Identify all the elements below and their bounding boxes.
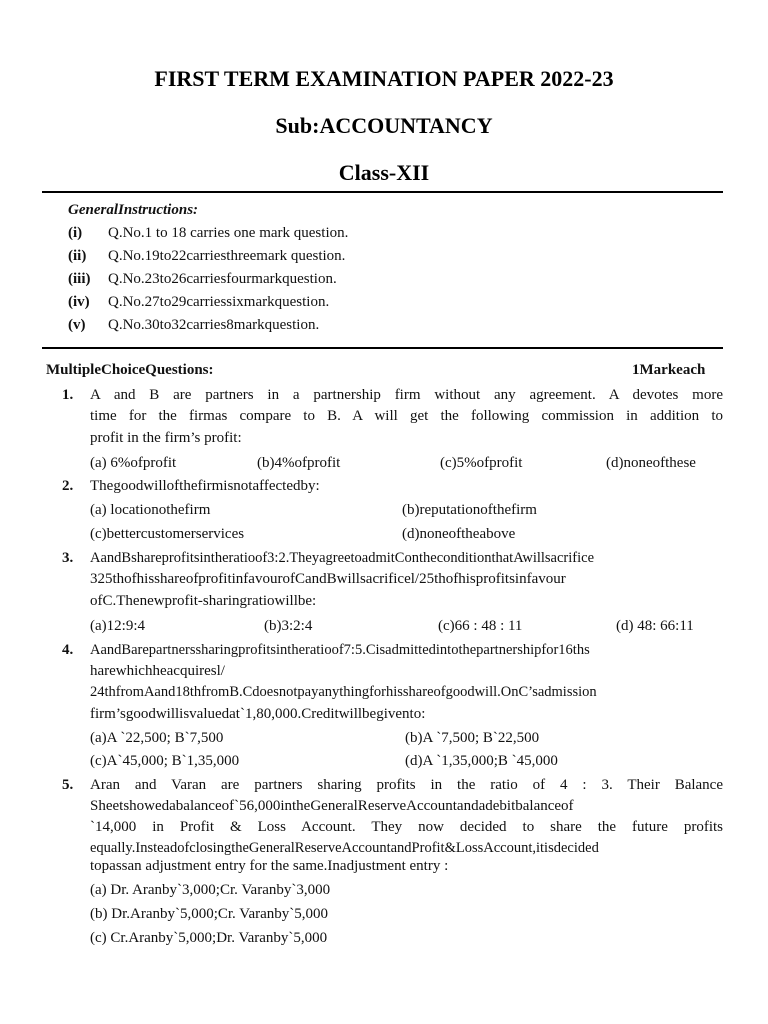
instruction-number: (iii) bbox=[68, 271, 91, 287]
option-a: (a) locationothefirm bbox=[90, 502, 211, 518]
option-b: (b)4%ofprofit bbox=[257, 455, 341, 471]
instruction-number: (ii) bbox=[68, 248, 87, 264]
question-text-line: `14,000 in Profit & Loss Account. They now decided to share the future profits bbox=[90, 819, 723, 835]
option-c: (c)5%ofprofit bbox=[440, 455, 523, 471]
option-d: (d) 48: 66:11 bbox=[616, 618, 694, 634]
question-text-line: Aran and Varan are partners sharing profits in the ratio of 4 : 3. Their Balance bbox=[90, 777, 723, 793]
question-text-line: ofC.Thenewprofit-sharingratiowillbe: bbox=[90, 593, 317, 609]
option-a: (a) 6%ofprofit bbox=[90, 455, 177, 471]
option-d: (d)noneofthese bbox=[606, 455, 696, 471]
instruction-item bbox=[68, 294, 329, 311]
question-number: 3. bbox=[62, 550, 74, 566]
instruction-number: (iv) bbox=[68, 294, 90, 310]
question-text-line: A and B are partners in a partnership firm without any agreement. A devotes more bbox=[90, 387, 723, 403]
question-text-line: equally.InsteadofclosingtheGeneralReserveAccountandProfit&LossAccount,itisdecided bbox=[90, 840, 599, 856]
divider-top bbox=[42, 191, 723, 193]
instruction-item bbox=[68, 225, 348, 242]
instruction-number: (i) bbox=[68, 225, 83, 241]
subject-heading: Sub:ACCOUNTANCY bbox=[275, 113, 493, 138]
question-number: 2. bbox=[62, 478, 74, 494]
option-b: (b)A `7,500; B`22,500 bbox=[405, 730, 540, 746]
question-number: 1. bbox=[62, 387, 74, 403]
exam-title: FIRST TERM EXAMINATION PAPER 2022-23 bbox=[154, 66, 614, 91]
class-heading: Class-XII bbox=[338, 160, 430, 185]
option-d: (d)noneoftheabove bbox=[402, 526, 516, 542]
instruction-text: Q.No.23to26carriesfourmarkquestion. bbox=[108, 271, 337, 287]
option-b: (b) Dr.Aranby`5,000;Cr. Varanby`5,000 bbox=[90, 906, 329, 922]
instruction-text: Q.No.19to22carriesthreemark question. bbox=[108, 248, 346, 264]
question-text-line: time for the firmas compare to B. A will get the following commission in addition to bbox=[90, 408, 723, 424]
question-text-line: 24thfromAand18thfromB.Cdoesnotpayanythingforhisshareofgoodwill.OnC’sadmission bbox=[90, 684, 597, 700]
question-text-line: Thegoodwillofthefirmisnotaffectedby: bbox=[90, 478, 320, 494]
option-a: (a)A `22,500; B`7,500 bbox=[90, 730, 224, 746]
section-heading: MultipleChoiceQuestions: bbox=[46, 362, 214, 378]
option-b: (b)reputationofthefirm bbox=[402, 502, 537, 518]
question-number: 5. bbox=[62, 777, 74, 793]
instruction-item bbox=[68, 248, 345, 265]
question-text-line: Sheetshowedabalanceof`56,000intheGeneralReserveAccountandadebitbalanceof bbox=[90, 798, 574, 814]
question-text-line: topassan adjustment entry for the same.Inadjustment entry : bbox=[90, 858, 449, 874]
option-a: (a)12:9:4 bbox=[90, 618, 145, 634]
instruction-number: (v) bbox=[68, 317, 86, 333]
instruction-text: Q.No.1 to 18 carries one mark question. bbox=[108, 225, 349, 241]
option-d: (d)A `1,35,000;B `45,000 bbox=[405, 753, 558, 769]
question-text-line: firm’sgoodwillisvaluedat`1,80,000.Creditwillbegivento: bbox=[90, 706, 426, 722]
question-text-line: AandBshareprofitsintheratioof3:2.TheyagreetoadmitContheconditionthatAwillsacrifice bbox=[90, 550, 595, 566]
option-c: (c)bettercustomerservices bbox=[90, 526, 245, 542]
option-c: (c)A`45,000; B`1,35,000 bbox=[90, 753, 240, 769]
question-text-line: AandBarepartnerssharingprofitsintheratioof7:5.Cisadmittedintothepartnershipfor16ths bbox=[90, 642, 590, 658]
instruction-text: Q.No.27to29carriessixmarkquestion. bbox=[108, 294, 330, 310]
question-number: 4. bbox=[62, 642, 74, 658]
option-b: (b)3:2:4 bbox=[264, 618, 313, 634]
general-instructions-heading: GeneralInstructions: bbox=[68, 202, 199, 218]
divider-bottom bbox=[42, 347, 723, 349]
question-text-line: harewhichheacquiresl/ bbox=[90, 663, 225, 679]
option-c: (c)66 : 48 : 11 bbox=[438, 618, 523, 634]
question-text-line: 325thofhisshareofprofitinfavourofCandBwillsacrificel/25thofhisprofitsinfavour bbox=[90, 571, 566, 587]
instruction-item bbox=[68, 271, 337, 288]
instruction-text: Q.No.30to32carries8markquestion. bbox=[108, 317, 320, 333]
option-a: (a) Dr. Aranby`3,000;Cr. Varanby`3,000 bbox=[90, 882, 331, 898]
instruction-item bbox=[68, 317, 319, 334]
section-marks: 1Markeach bbox=[632, 362, 706, 378]
option-c: (c) Cr.Aranby`5,000;Dr. Varanby`5,000 bbox=[90, 930, 328, 946]
question-text-line: profit in the firm’s profit: bbox=[90, 430, 242, 446]
